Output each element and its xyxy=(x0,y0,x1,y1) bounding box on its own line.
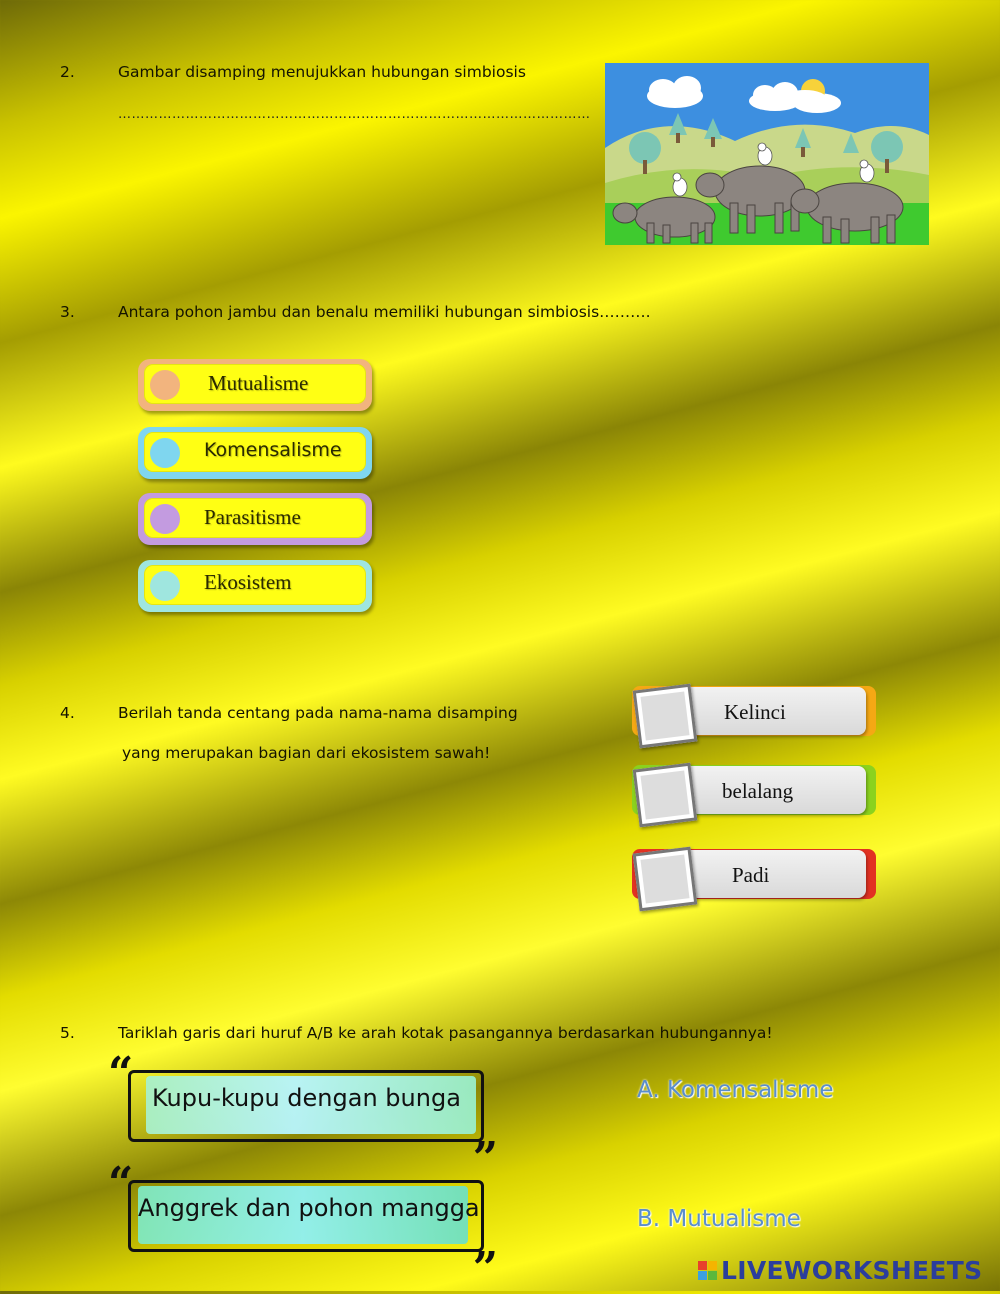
checkbox-card-belalang[interactable] xyxy=(632,762,876,818)
option-parasitisme[interactable] xyxy=(138,493,372,545)
option-label: Komensalisme xyxy=(204,439,342,461)
logo-text: LIVEWORKSHEETS xyxy=(721,1255,983,1285)
pair-box-kupu-kupu[interactable] xyxy=(108,1048,498,1184)
open-quote-icon: “ xyxy=(108,1158,134,1209)
radio-circle-icon[interactable] xyxy=(150,571,180,601)
option-label: Mutualisme xyxy=(208,371,309,395)
question-2-number: 2. xyxy=(60,63,75,81)
question-2-text: Gambar disamping menujukkan hubungan simbiosis xyxy=(118,63,526,81)
answer-b[interactable]: B. Mutualisme xyxy=(637,1206,801,1232)
question-4-text-line1: Berilah tanda centang pada nama-nama disamping xyxy=(118,704,518,722)
option-ekosistem[interactable] xyxy=(138,560,372,612)
question-3-text: Antara pohon jambu dan benalu memiliki hubungan simbiosis………. xyxy=(118,303,651,321)
checkbox-card-padi[interactable] xyxy=(632,846,876,902)
pair-text: Kupu-kupu dengan bunga xyxy=(152,1084,461,1112)
checkbox[interactable] xyxy=(633,684,698,749)
answer-a[interactable]: A. Komensalisme xyxy=(637,1077,834,1103)
option-mutualisme[interactable] xyxy=(138,359,372,411)
question-4-text-line2: yang merupakan bagian dari ekosistem sawah! xyxy=(122,744,491,762)
pair-text: Anggrek dan pohon mangga xyxy=(138,1194,480,1222)
open-quote-icon: “ xyxy=(108,1048,134,1099)
question-5-number: 5. xyxy=(60,1024,75,1042)
option-label: Ekosistem xyxy=(204,570,292,594)
liveworksheets-logo xyxy=(698,1255,982,1285)
card-label: Padi xyxy=(732,863,770,887)
logo-squares-icon xyxy=(698,1261,717,1280)
question-5-text: Tariklah garis dari huruf A/B ke arah kotak pasangannya berdasarkan hubungannya! xyxy=(118,1024,773,1042)
checkbox[interactable] xyxy=(633,847,698,912)
checkbox-card-kelinci[interactable] xyxy=(632,683,876,739)
radio-circle-icon[interactable] xyxy=(150,438,180,468)
pair-box-anggrek[interactable] xyxy=(108,1158,498,1294)
question-4-number: 4. xyxy=(60,704,75,722)
checkbox[interactable] xyxy=(633,763,698,828)
close-quote-icon: ” xyxy=(472,1133,498,1184)
card-label: Kelinci xyxy=(724,700,786,724)
option-komensalisme[interactable] xyxy=(138,427,372,479)
radio-circle-icon[interactable] xyxy=(150,370,180,400)
option-label: Parasitisme xyxy=(204,505,301,529)
buffalo-birds-illustration xyxy=(605,63,929,245)
card-label: belalang xyxy=(722,779,794,803)
radio-circle-icon[interactable] xyxy=(150,504,180,534)
question-3-number: 3. xyxy=(60,303,75,321)
question-2-answer-blank[interactable]: …………………………………………………………………………………………… xyxy=(118,107,591,122)
close-quote-icon: ” xyxy=(472,1243,498,1294)
